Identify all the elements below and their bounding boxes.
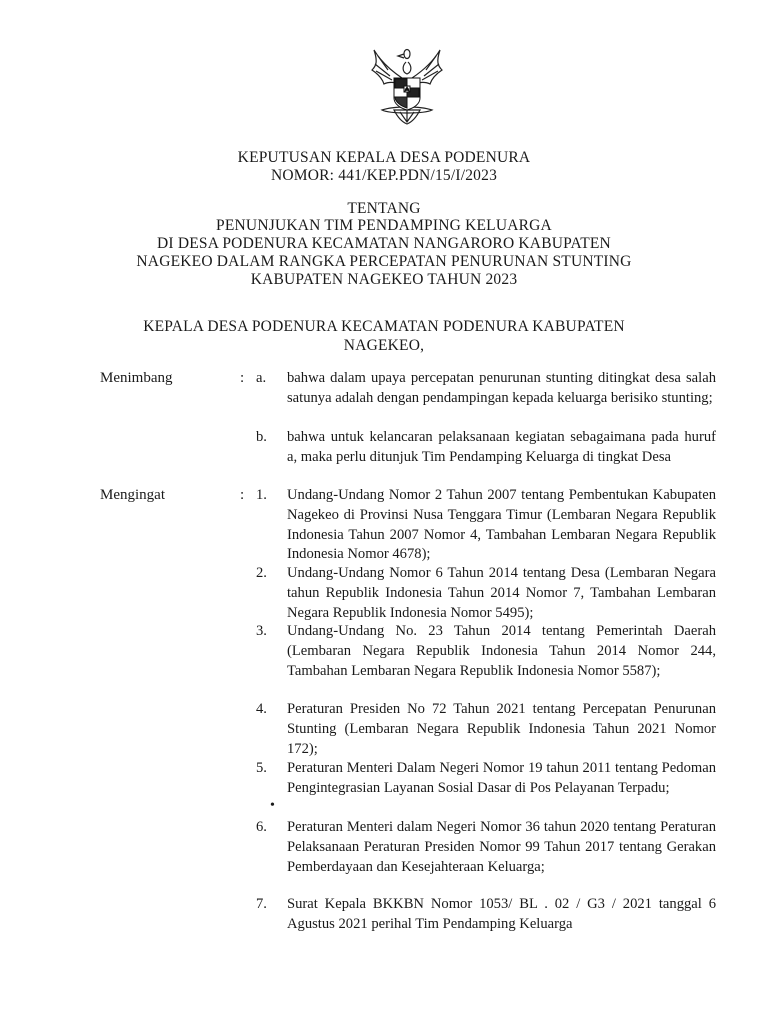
subject-line: KABUPATEN NAGEKEO TAHUN 2023	[250, 271, 518, 288]
mengingat-colon: :	[240, 487, 245, 503]
mengingat-item	[256, 486, 716, 565]
item-number: b.	[256, 429, 267, 445]
mengingat-item	[256, 700, 716, 759]
item-text: Undang-Undang No. 23 Tahun 2014 tentang Pemerintah Daerah (Lembaran Negara Republik Indonesia Tahun 2014 Nomor 244, Tambahan Lembaran Negara Republik Indonesia Nomor 5587);	[287, 623, 716, 679]
stray-dot-mark: •	[270, 798, 275, 813]
item-text: Undang-Undang Nomor 2 Tahun 2007 tentang Pembentukan Kabupaten Nagekeo di Provinsi Nusa Tenggara Timur (Lembaran Negara Republik Indonesia Tahun 2007 Nomor 4, Tambahan Lembaran Negara Republik Indonesia Nomor 4678);	[287, 487, 716, 563]
item-number: 7.	[256, 896, 267, 912]
subject-line: PENUNJUKAN TIM PENDAMPING KELUARGA	[216, 217, 552, 234]
item-number: 3.	[256, 623, 267, 639]
mengingat-item	[256, 895, 716, 935]
item-text: bahwa untuk kelancaran pelaksanaan kegiatan sebagaimana pada huruf a, maka perlu ditunjuk Tim Pendamping Keluarga di tingkat Desa	[287, 429, 716, 465]
tentang-label: TENTANG	[347, 200, 421, 217]
item-text: Peraturan Menteri Dalam Negeri Nomor 19 tahun 2011 tentang Pedoman Pengintegrasian Layanan Sosial Dasar di Pos Pelayanan Terpadu;	[287, 760, 716, 796]
item-text: Peraturan Presiden No 72 Tahun 2021 tentang Percepatan Penurunan Stunting (Lembaran Negara Republik Indonesia Tahun 2021 Nomor 172);	[287, 701, 716, 757]
item-number: a.	[256, 370, 267, 386]
subject-line: DI DESA PODENURA KECAMATAN NANGARORO KABUPATEN	[157, 235, 611, 252]
item-text: Undang-Undang Nomor 6 Tahun 2014 tentang Desa (Lembaran Negara tahun Republik Indonesia Tahun 2014 Nomor 7, Tambahan Lembaran Negara Republik Indonesia Nomor 5495);	[287, 565, 716, 621]
mengingat-item	[256, 818, 716, 877]
item-number: 1.	[256, 487, 267, 503]
garuda-emblem-icon	[364, 40, 450, 128]
authority-line: NAGEKEO,	[343, 337, 425, 354]
mengingat-item	[256, 622, 716, 681]
item-number: 5.	[256, 760, 267, 776]
decree-number: NOMOR: 441/KEP.PDN/15/I/2023	[270, 167, 498, 184]
menimbang-label: Menimbang	[100, 370, 173, 386]
mengingat-item	[256, 564, 716, 623]
item-number: 6.	[256, 819, 267, 835]
menimbang-item	[256, 369, 716, 409]
mengingat-label: Mengingat	[100, 487, 165, 503]
mengingat-item	[256, 759, 716, 799]
decree-title: KEPUTUSAN KEPALA DESA PODENURA	[237, 149, 531, 166]
item-text: Surat Kepala BKKBN Nomor 1053/ BL . 02 / G3 / 2021 tanggal 6 Agustus 2021 perihal Tim Pendamping Keluarga	[287, 896, 716, 932]
menimbang-item	[256, 428, 716, 468]
authority-line: KEPALA DESA PODENURA KECAMATAN PODENURA KABUPATEN	[143, 318, 625, 335]
item-number: 4.	[256, 701, 267, 717]
subject-line: NAGEKEO DALAM RANGKA PERCEPATAN PENURUNAN STUNTING	[136, 253, 632, 270]
item-number: 2.	[256, 565, 267, 581]
item-text: Peraturan Menteri dalam Negeri Nomor 36 tahun 2020 tentang Peraturan Pelaksanaan Peraturan Presiden Nomor 99 Tahun 2017 tentang Gerakan Pemberdayaan dan Kesejahteraan Keluarga;	[287, 819, 716, 875]
item-text: bahwa dalam upaya percepatan penurunan stunting ditingkat desa salah satunya adalah dengan pendampingan kepada keluarga berisiko stunting;	[287, 370, 716, 406]
menimbang-colon: :	[240, 370, 245, 386]
